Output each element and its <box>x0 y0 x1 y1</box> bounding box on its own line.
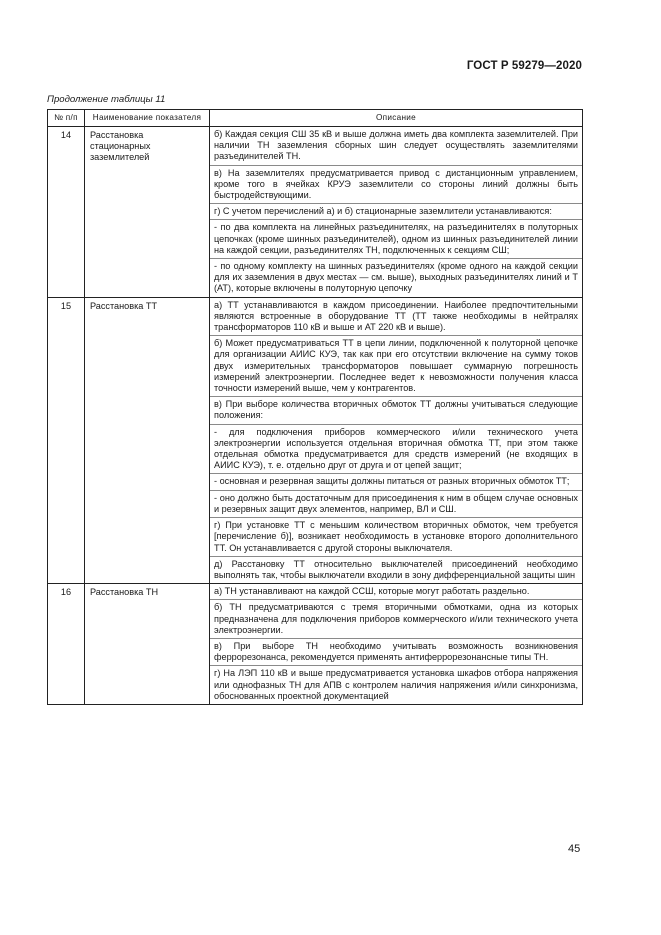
row-number: 15 <box>48 297 85 583</box>
description-paragraph: в) На заземлителях предусматривается привод с дистанционным управлением, кроме того в ячейках КРУЭ заземлители со стороны линий должны быть быстродействующими. <box>210 166 582 205</box>
table-row <box>48 297 583 583</box>
table-header-row <box>48 110 583 127</box>
column-header-description: Описание <box>210 110 583 127</box>
description-paragraph: - по одному комплекту на шинных разъединителях (кроме одного на каждой секции для их заземления в двух местах — см. выше), выходных разъединителях линий и Т (АТ), которые включены в полуторную цепочку <box>214 261 578 294</box>
page-number: 45 <box>568 843 581 855</box>
document-code: ГОСТ Р 59279—2020 <box>466 60 582 72</box>
description-paragraph: б) ТН предусматриваются с тремя вторичными обмотками, одна из которых предназначена для подключения приборов коммерческого и/или технического учета электроэнергии. <box>210 600 582 639</box>
description-paragraph: г) С учетом перечислений а) и б) стационарные заземлители устанавливаются: <box>210 204 582 220</box>
description-paragraph: г) На ЛЭП 110 кВ и выше предусматривается установка шкафов отбора напряжения или однофазных ТН для АПВ с контролем наличия напряжения и/или синхронизма, обоснованных проектной документацией <box>214 668 578 701</box>
row-description <box>210 584 583 705</box>
description-paragraph: - оно должно быть достаточным для присоединения к ним в общем случае основных и резервных защит двух элементов, например, ВЛ и СШ. <box>210 491 582 518</box>
column-header-number: № п/п <box>48 110 85 127</box>
requirements-table <box>47 109 583 705</box>
row-number: 16 <box>48 584 85 705</box>
description-paragraph: г) При установке ТТ с меньшим количеством вторичных обмоток, чем требуется [перечисление б)], возникает необходимость в установке второго дополнительного ТТ. Он устанавливается с другой стороны выключателя. <box>210 518 582 557</box>
description-paragraph: - для подключения приборов коммерческого и/или технического учета электроэнергии используется отдельная вторичная обмотка ТТ, при этом также отдельная обмотка предусматривается для средств измерений (не входящих в АИИС КУЭ), т. е. отдельно друг от друга и от цепей защит; <box>210 425 582 475</box>
description-paragraph: - по два комплекта на линейных разъединителях, на разъединителях в полуторных цепочках (кроме шинных разъединителей), одном из шинных разъединителей линии на каждой секции, разъединителях ТН, подключенных к секциям СШ; <box>210 220 582 259</box>
row-number: 14 <box>48 127 85 298</box>
description-paragraph: д) Расстановку ТТ относительно выключателей присоединений необходимо выполнять так, чтобы выключатели входили в зону дифференциальной защиты шин <box>214 558 578 580</box>
row-name: Расстановка ТН <box>85 584 210 705</box>
description-paragraph: а) ТТ устанавливаются в каждом присоединении. Наиболее предпочтительными являются встроенные в оборудование ТТ (ТТ также необходимы в нейтралях трансформаторов 110 кВ и выше и АТ 220 кВ и выше). <box>210 298 582 337</box>
description-paragraph: в) При выборе ТН необходимо учитывать возможность возникновения феррорезонанса, рекомендуется применять антиферрорезонансные типы ТН. <box>210 639 582 666</box>
description-paragraph: б) Может предусматриваться ТТ в цепи линии, подключенной к полуторной цепочке для организации АИИС КУЭ, так как при его отсутствии включение на сумму токов двух измерительных трансформаторов повышает суммарную погрешность измерений электроэнергии. Последнее ведет к невозможности получения класса точности измерений выше, чем у контрагентов. <box>210 336 582 397</box>
row-description <box>210 127 583 298</box>
table-row <box>48 127 583 298</box>
row-name: Расстановка ТТ <box>85 297 210 583</box>
table-row <box>48 584 583 705</box>
description-paragraph: а) ТН устанавливают на каждой ССШ, которые могут работать раздельно. <box>210 584 582 600</box>
table-caption: Продолжение таблицы 11 <box>47 94 166 105</box>
description-paragraph: б) Каждая секция СШ 35 кВ и выше должна иметь два комплекта заземлителей. При наличии ТН заземления сборных шин следует осуществлять заземлителями разъединителей ТН. <box>210 127 582 166</box>
column-header-name: Наименование показателя <box>85 110 210 127</box>
description-paragraph: - основная и резервная защиты должны питаться от разных вторичных обмоток ТТ; <box>210 474 582 490</box>
description-paragraph: в) При выборе количества вторичных обмоток ТТ должны учитываться следующие положения: <box>210 397 582 424</box>
row-name: Расстановка стационарных заземлителей <box>85 127 210 298</box>
row-description <box>210 297 583 583</box>
